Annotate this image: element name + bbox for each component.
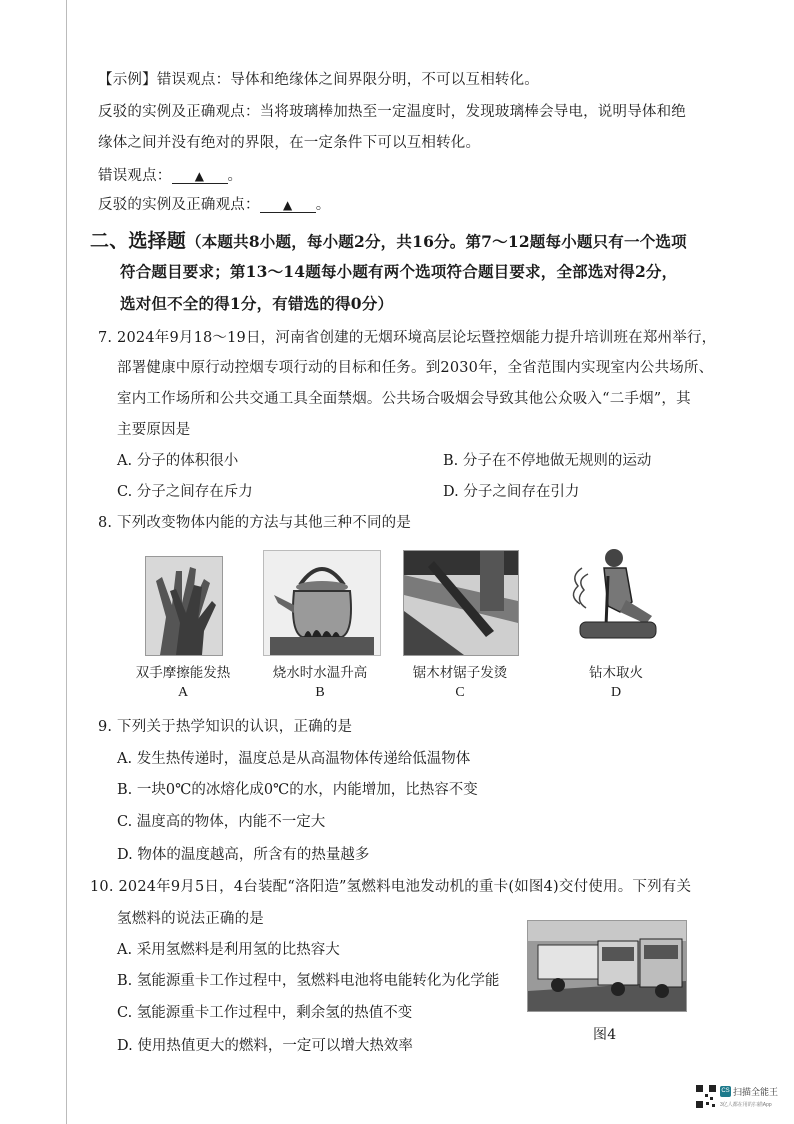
- section2-desc-3: 选对但不全的得1分，有错选的得0分）: [120, 294, 394, 313]
- q8-letter-b[interactable]: B: [315, 685, 325, 700]
- q9-option-d[interactable]: D. 物体的温度越高，所含有的热量越多: [117, 847, 370, 863]
- q10-option-c[interactable]: C. 氢能源重卡工作过程中，剩余氢的热值不变: [117, 1005, 413, 1021]
- camscanner-logo-icon: CS: [720, 1086, 731, 1097]
- answer-rebuttal-label: 反驳的实例及正确观点：: [98, 197, 260, 213]
- q8-letter-a[interactable]: A: [177, 685, 189, 700]
- q7-line-2: 部署健康中原行动控烟专项行动的目标和任务。到2030年，全省范围内实现室内公共场所、: [117, 360, 714, 376]
- q8-letter-c[interactable]: C: [455, 685, 465, 700]
- example-rebuttal-1: 反驳的实例及正确观点：当将玻璃棒加热至一定温度时，发现玻璃棒会导电，说明导体和绝: [98, 104, 686, 120]
- q7-line-1: 7. 2024年9月18～19日，河南省创建的无烟环境高层论坛暨控烟能力提升培训班在郑州举行，: [98, 330, 717, 346]
- q7-line-4: 主要原因是: [117, 422, 191, 438]
- q9-option-c[interactable]: C. 温度高的物体，内能不一定大: [117, 814, 326, 830]
- q7-line-3: 室内工作场所和公共交通工具全面禁烟。公共场合吸烟会导致其他公众吸入“二手烟”，其: [117, 391, 691, 407]
- example-wrong-text: 错误观点：导体和绝缘体之间界限分明，不可以互相转化。: [156, 72, 540, 88]
- q7-option-b[interactable]: B. 分子在不停地做无规则的运动: [443, 453, 652, 469]
- q8-caption-a: 双手摩擦能发热: [135, 665, 231, 681]
- watermark-sub: 3亿人都在用的扫描App: [720, 1102, 772, 1108]
- q8-letter-d[interactable]: D: [610, 685, 622, 700]
- example-tag: 【示例】: [98, 72, 157, 88]
- q8-caption-c: 锯木材锯子发烫: [412, 665, 508, 681]
- answer-wrong-view: [98, 164, 242, 185]
- answer-blank-2[interactable]: ▲: [260, 198, 316, 213]
- picture-sawing-wood: [403, 550, 519, 656]
- q10-line-1: 10. 2024年9月5日，4台装配“洛阳造”氢燃料电池发动机的重卡(如图4)交付使用。下列有关: [90, 879, 692, 895]
- q7-option-c[interactable]: C. 分子之间存在斥力: [117, 484, 253, 500]
- q8-caption-d: 钻木取火: [589, 665, 643, 681]
- qr-code-icon: [695, 1084, 717, 1110]
- q10-option-d[interactable]: D. 使用热值更大的燃料，一定可以增大热效率: [117, 1038, 413, 1054]
- q10-option-a[interactable]: A. 采用氢燃料是利用氢的比热容大: [117, 942, 340, 958]
- answer-blank-1[interactable]: ▲: [172, 169, 228, 184]
- scanner-watermark: [695, 1084, 791, 1114]
- figure-4-caption: 图4: [593, 1027, 617, 1043]
- picture-kettle: [263, 550, 381, 656]
- example-wrong-view: [98, 68, 539, 89]
- watermark-brand: 扫描全能王: [733, 1087, 779, 1097]
- q7-option-a[interactable]: A. 分子的体积很小: [117, 453, 239, 469]
- answer-rebuttal: [98, 193, 330, 214]
- q9-stem: 9. 下列关于热学知识的认识，正确的是: [98, 719, 353, 735]
- q9-option-a[interactable]: A. 发生热传递时，温度总是从高温物体传递给低温物体: [117, 751, 471, 767]
- q10-line-2: 氢燃料的说法正确的是: [117, 911, 264, 927]
- example-rebuttal-2: 缘体之间并没有绝对的界限，在一定条件下可以互相转化。: [98, 135, 481, 151]
- answer-wrong-label: 错误观点：: [98, 168, 172, 184]
- q7-option-d[interactable]: D. 分子之间存在引力: [443, 484, 580, 500]
- picture-drilling-fire: [560, 546, 672, 654]
- period-1: 。: [227, 168, 243, 184]
- figure-4-trucks: [527, 920, 687, 1012]
- section2-header-1: [90, 226, 687, 253]
- section2-desc-1: （本题共8小题，每小题2分，共16分。第7～12题每小题只有一个选项: [186, 232, 687, 251]
- q8-caption-b: 烧水时水温升高: [272, 665, 368, 681]
- q9-option-b[interactable]: B. 一块0℃的冰熔化成0℃的水，内能增加，比热容不变: [117, 782, 478, 798]
- period-2: 。: [315, 197, 331, 213]
- section2-desc-2: 符合题目要求；第13～14题每小题有两个选项符合题目要求，全部选对得2分，: [120, 262, 678, 281]
- picture-rubbing-hands: [145, 556, 223, 656]
- q10-option-b[interactable]: B. 氢能源重卡工作过程中，氢燃料电池将电能转化为化学能: [117, 973, 500, 989]
- q8-stem: 8. 下列改变物体内能的方法与其他三种不同的是: [98, 515, 412, 531]
- section2-title: 二、选择题: [90, 230, 187, 252]
- left-margin-line: [66, 0, 67, 1124]
